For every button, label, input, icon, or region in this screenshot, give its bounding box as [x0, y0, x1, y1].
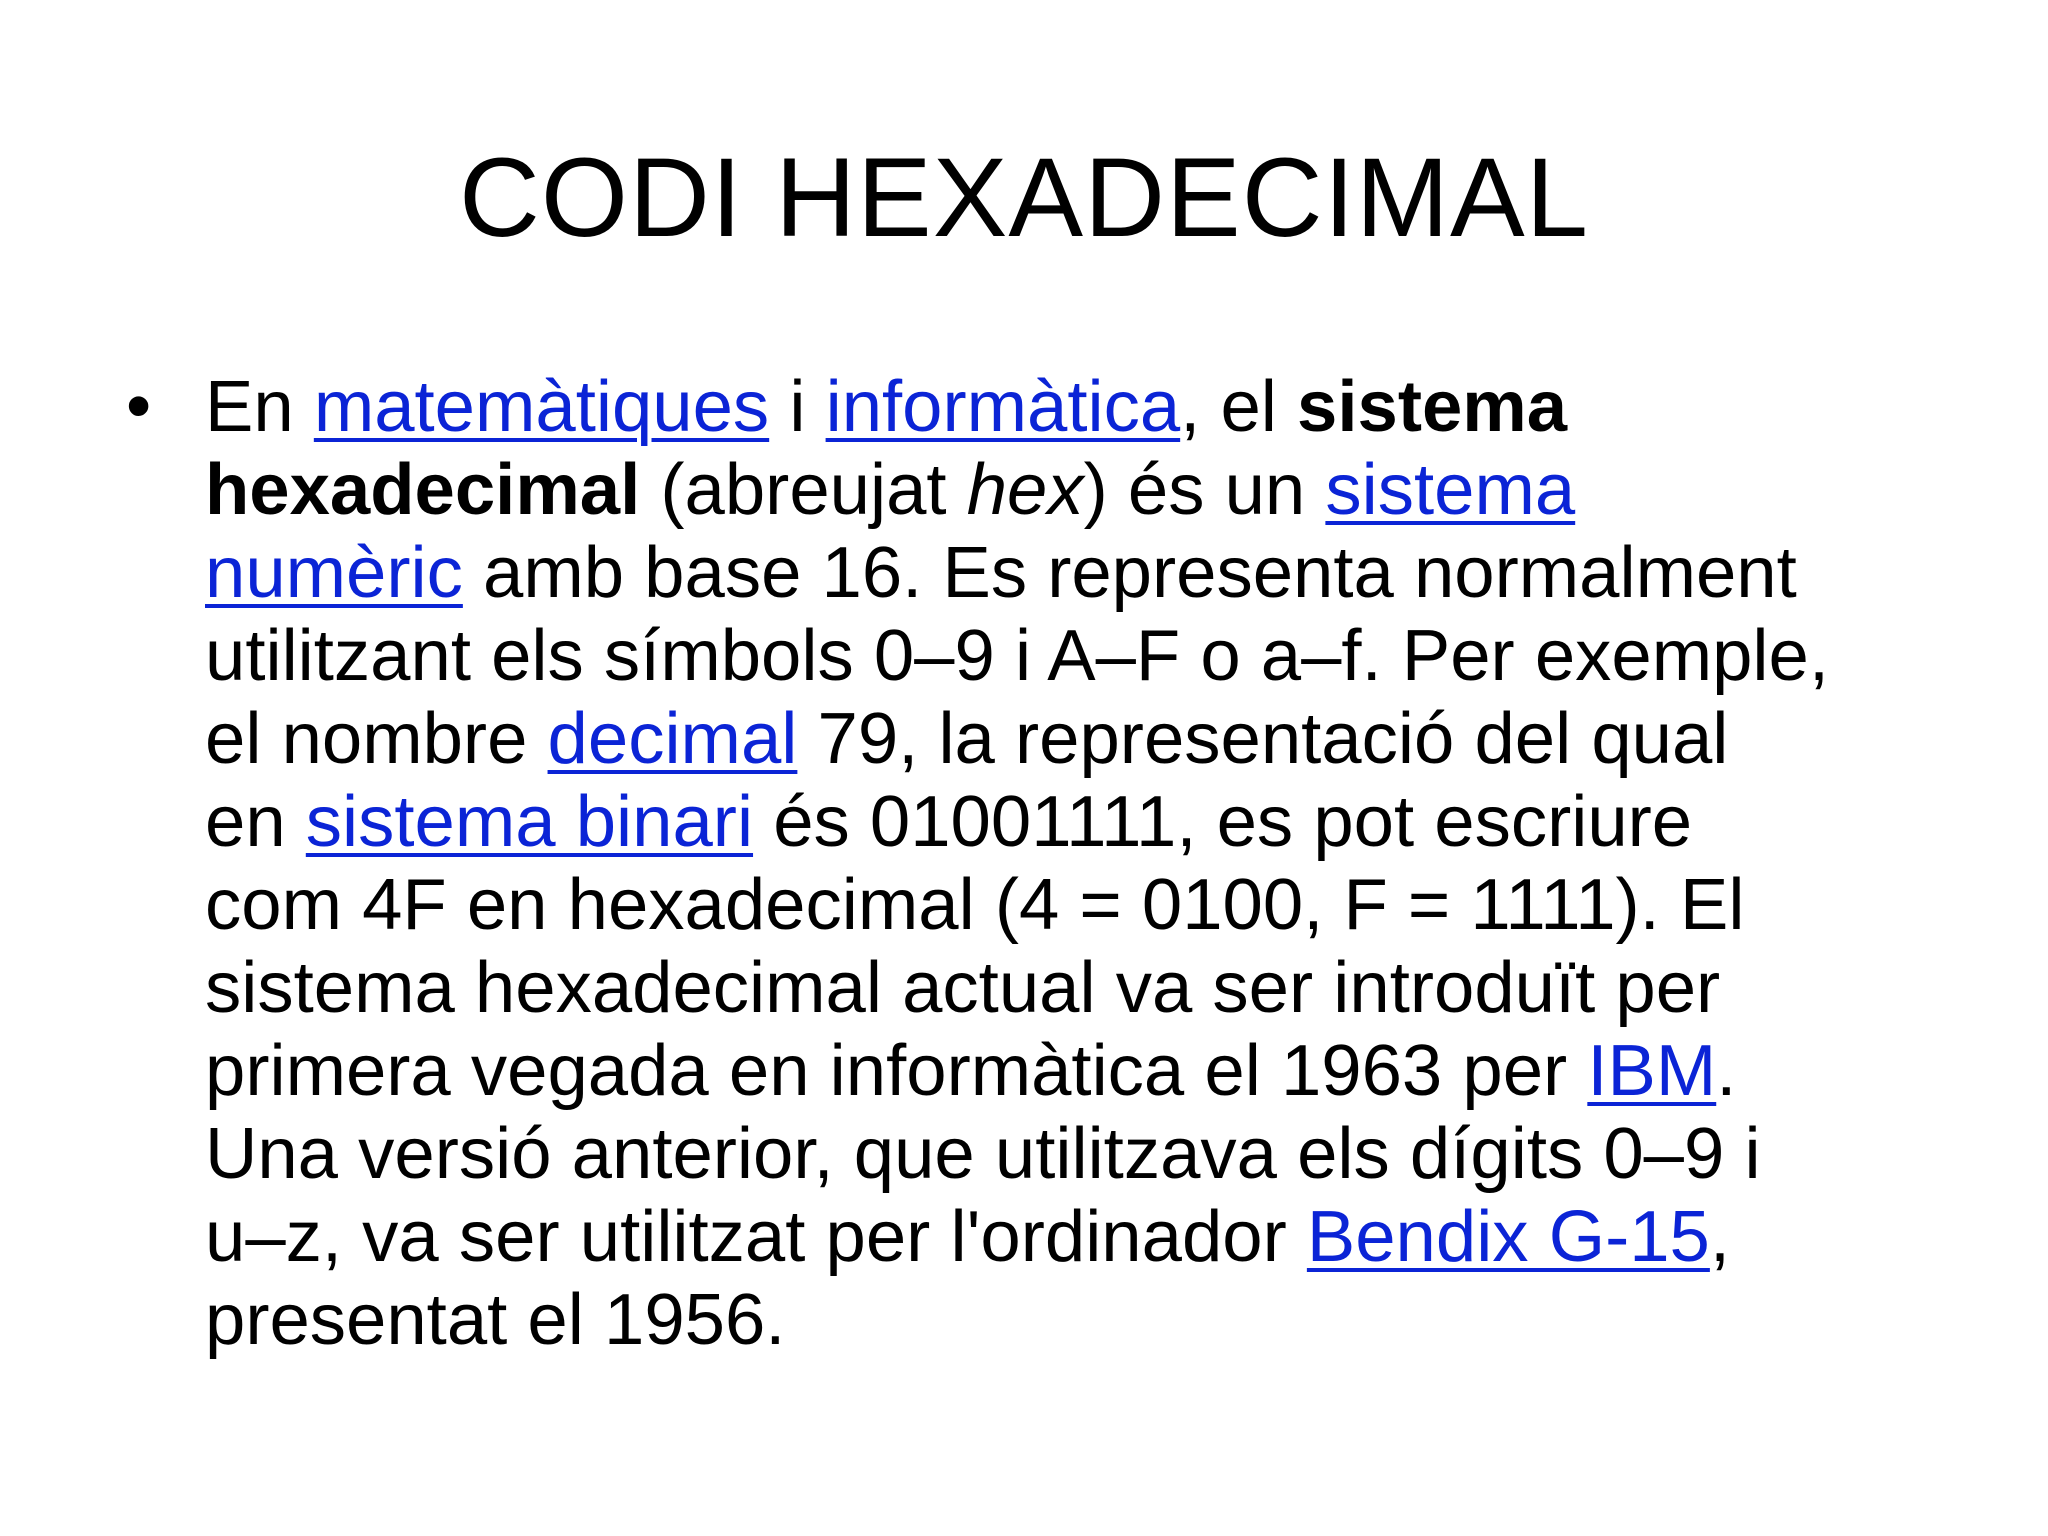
text-line-5: el nombre decimal 79, la representació del qual	[205, 698, 1729, 779]
link-ibm[interactable]: IBM	[1587, 1030, 1717, 1111]
bold-term-hexadecimal: hexadecimal	[205, 449, 641, 530]
bullet-item	[120, 365, 1960, 1361]
link-decimal[interactable]: decimal	[547, 698, 798, 779]
link-sistema-binari[interactable]: sistema binari	[305, 781, 754, 862]
text-line-4: utilitzant els símbols 0–9 i A–F o a–f. Per exemple,	[205, 615, 1829, 696]
link-matematiques[interactable]: matemàtiques	[313, 366, 770, 447]
text-line-2: hexadecimal (abreujat hex) és un sistema	[205, 449, 1576, 530]
text-line-10: Una versió anterior, que utilitzava els dígits 0–9 i	[205, 1113, 1761, 1194]
link-informatica[interactable]: informàtica	[825, 366, 1181, 447]
link-bendix-g15[interactable]: Bendix G-15	[1306, 1196, 1710, 1277]
bullet-list	[120, 365, 1960, 1361]
text-line-7: com 4F en hexadecimal (4 = 0100, F = 1111). El	[205, 864, 1745, 945]
bold-term-sistema: sistema	[1297, 366, 1568, 447]
bullet-icon: •	[126, 366, 152, 446]
text-line-1: En matemàtiques i informàtica, el sistema	[205, 366, 1568, 447]
link-sistema-numeric-part2[interactable]: numèric	[205, 532, 463, 613]
link-sistema-numeric-part1[interactable]: sistema	[1325, 449, 1576, 530]
italic-term-hex: hex	[966, 449, 1084, 530]
text-line-8: sistema hexadecimal actual va ser introduït per	[205, 947, 1721, 1028]
text-line-6: en sistema binari és 01001111, es pot escriure	[205, 781, 1693, 862]
text-line-3: numèric amb base 16. Es representa normalment	[205, 532, 1797, 613]
slide-title: CODI HEXADECIMAL	[459, 135, 1589, 260]
text-line-12: presentat el 1956.	[205, 1279, 786, 1360]
text-line-11: u–z, va ser utilitzat per l'ordinador Bendix G-15,	[205, 1196, 1731, 1277]
text-line-9: primera vegada en informàtica el 1963 per IBM.	[205, 1030, 1737, 1111]
